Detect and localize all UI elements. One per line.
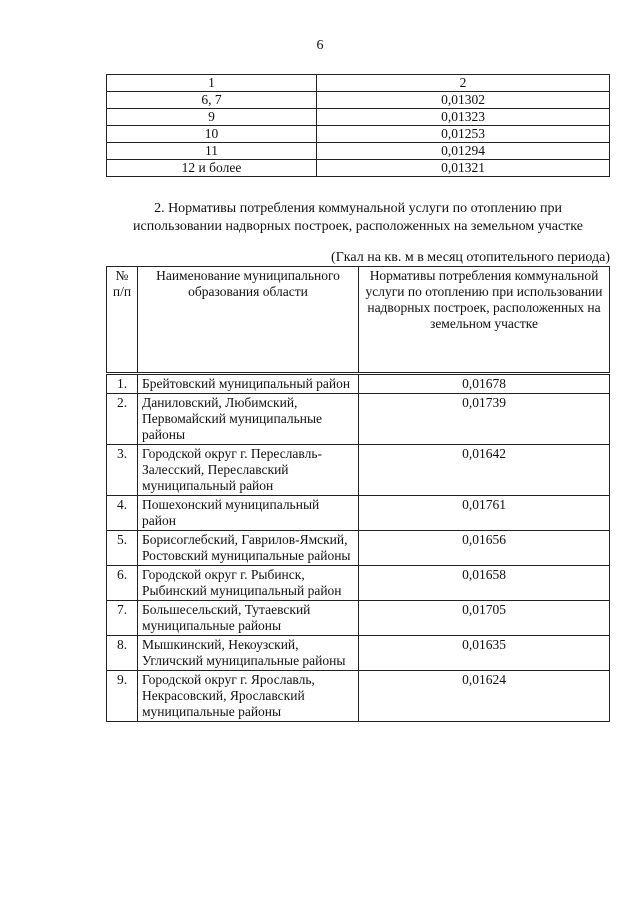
table-row bbox=[107, 671, 610, 722]
table-row bbox=[107, 109, 610, 126]
header-municipality: Наименование муниципального образования области bbox=[138, 267, 359, 374]
table-header-row bbox=[107, 75, 610, 92]
municipality-name: Брейтовский муниципальный район bbox=[138, 374, 359, 394]
table-row bbox=[107, 601, 610, 636]
table-row bbox=[107, 496, 610, 531]
norm-value: 0,01635 bbox=[359, 636, 610, 671]
norm-value-cell: 0,01321 bbox=[317, 160, 610, 177]
row-number: 7. bbox=[107, 601, 138, 636]
column-number-2: 2 bbox=[317, 75, 610, 92]
municipality-name: Борисоглебский, Гаврилов-Ямский, Ростовский муниципальные районы bbox=[138, 531, 359, 566]
floors-cell: 6, 7 bbox=[107, 92, 317, 109]
row-number: 3. bbox=[107, 445, 138, 496]
units-note: (Гкал на кв. м в месяц отопительного периода) bbox=[331, 250, 610, 265]
table-row bbox=[107, 445, 610, 496]
norm-value: 0,01642 bbox=[359, 445, 610, 496]
column-number-1: 1 bbox=[107, 75, 317, 92]
norm-value-cell: 0,01253 bbox=[317, 126, 610, 143]
row-number: 9. bbox=[107, 671, 138, 722]
row-number: 8. bbox=[107, 636, 138, 671]
norms-table-continued bbox=[106, 74, 610, 177]
floors-cell: 9 bbox=[107, 109, 317, 126]
norm-value: 0,01739 bbox=[359, 394, 610, 445]
municipality-name: Мышкинский, Некоузский, Угличский муниципальные районы bbox=[138, 636, 359, 671]
norm-value: 0,01705 bbox=[359, 601, 610, 636]
floors-cell: 11 bbox=[107, 143, 317, 160]
header-norm: Нормативы потребления коммунальной услуги по отоплению при использовании надворных построек, расположенных на земельном участке bbox=[359, 267, 610, 374]
norm-value: 0,01678 bbox=[359, 374, 610, 394]
norm-value: 0,01624 bbox=[359, 671, 610, 722]
table-row bbox=[107, 531, 610, 566]
norm-value: 0,01658 bbox=[359, 566, 610, 601]
table-row bbox=[107, 636, 610, 671]
table-header-row bbox=[107, 267, 610, 374]
table-row bbox=[107, 394, 610, 445]
table-row bbox=[107, 92, 610, 109]
outbuildings-norms-table bbox=[106, 266, 610, 722]
municipality-name: Большесельский, Тутаевский муниципальные районы bbox=[138, 601, 359, 636]
municipality-name: Городской округ г. Ярославль, Некрасовский, Ярославский муниципальные районы bbox=[138, 671, 359, 722]
table-row bbox=[107, 143, 610, 160]
norm-value-cell: 0,01323 bbox=[317, 109, 610, 126]
row-number: 2. bbox=[107, 394, 138, 445]
norm-value: 0,01656 bbox=[359, 531, 610, 566]
municipality-name: Городской округ г. Переславль-Залесский, Переславский муниципальный район bbox=[138, 445, 359, 496]
row-number: 6. bbox=[107, 566, 138, 601]
table-row bbox=[107, 160, 610, 177]
norm-value-cell: 0,01302 bbox=[317, 92, 610, 109]
table-row bbox=[107, 566, 610, 601]
municipality-name: Даниловский, Любимский, Первомайский муниципальные районы bbox=[138, 394, 359, 445]
floors-cell: 12 и более bbox=[107, 160, 317, 177]
section-title bbox=[106, 200, 610, 236]
row-number: 4. bbox=[107, 496, 138, 531]
floors-cell: 10 bbox=[107, 126, 317, 143]
section-title-line: использовании надворных построек, расположенных на земельном участке bbox=[133, 219, 583, 234]
row-number: 1. bbox=[107, 374, 138, 394]
table-row bbox=[107, 374, 610, 394]
section-title-line: 2. Нормативы потребления коммунальной услуги по отоплению при bbox=[154, 201, 562, 216]
row-number: 5. bbox=[107, 531, 138, 566]
header-number: № п/п bbox=[107, 267, 138, 374]
norm-value: 0,01761 bbox=[359, 496, 610, 531]
page-number: 6 bbox=[316, 38, 324, 53]
norm-value-cell: 0,01294 bbox=[317, 143, 610, 160]
municipality-name: Городской округ г. Рыбинск, Рыбинский муниципальный район bbox=[138, 566, 359, 601]
municipality-name: Пошехонский муниципальный район bbox=[138, 496, 359, 531]
table-row bbox=[107, 126, 610, 143]
